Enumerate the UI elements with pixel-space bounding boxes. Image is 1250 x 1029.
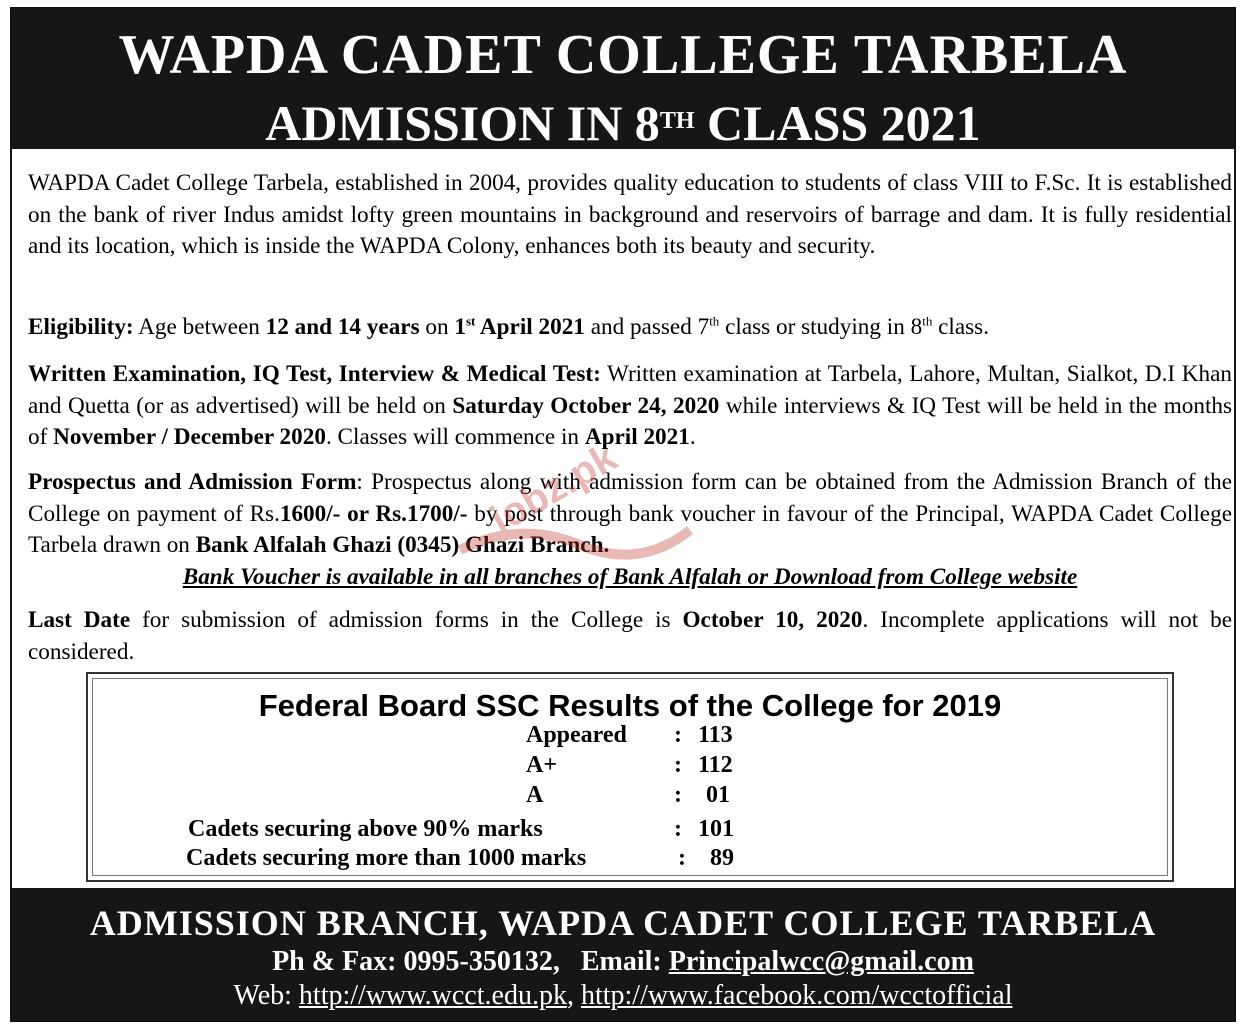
- facebook-link[interactable]: http://www.facebook.com/wcctofficial: [580, 980, 1013, 1011]
- exam-text: .: [689, 424, 696, 450]
- last-date-value: October 10, 2020: [682, 607, 863, 633]
- eligibility-text: class or studying in 8: [719, 314, 923, 340]
- result-label: Cadets securing more than 1000 marks: [186, 845, 587, 871]
- result-label: Appeared: [526, 722, 627, 748]
- college-title: WAPDA CADET COLLEGE TARBELA: [118, 24, 1128, 86]
- eligibility-text: and passed 7: [584, 314, 710, 340]
- exam-label: Written Examination, IQ Test, Interview & Medical Test:: [28, 361, 601, 387]
- web-label: Web:: [233, 980, 299, 1011]
- admission-title-class: CLASS 2021: [694, 95, 981, 151]
- exam-text: while interviews & IQ Test will be held in the months of: [28, 392, 1233, 450]
- email-label: Email:: [580, 946, 669, 977]
- phone-fax: Ph & Fax: 0995-350132,: [272, 946, 560, 977]
- results-title: Federal Board SSC Results of the College for 2019: [258, 688, 1002, 723]
- eligibility-text: on: [419, 314, 455, 340]
- classes-start: April 2021: [584, 424, 690, 450]
- prospectus-text: : Prospectus along with admission form can be obtained from the Admission Branch of the College on payment of Rs.: [28, 469, 1233, 527]
- admission-branch: ADMISSION BRANCH, WAPDA CADET COLLEGE TARBELA: [89, 903, 1157, 943]
- last-date-paragraph: [28, 605, 1232, 668]
- admission-title-text: ADMISSION IN 8: [265, 95, 660, 151]
- result-value: 89: [710, 845, 734, 871]
- eligibility-text: class.: [932, 314, 989, 340]
- last-date-text: for submission of admission forms in the College is: [130, 607, 683, 633]
- exam-text: Written examination at Tarbela, Lahore, Multan, Sialkot, D.I Khan and Quetta (or as advertised) will be held on: [28, 361, 1232, 419]
- eligibility-paragraph: [28, 312, 1232, 344]
- result-label: A: [526, 782, 544, 808]
- eligibility-date: April 2021: [475, 314, 585, 340]
- result-sep: :: [678, 845, 686, 871]
- prospectus-label: Prospectus and Admission Form: [28, 469, 357, 495]
- website-link[interactable]: http://www.wcct.edu.pk: [298, 980, 567, 1011]
- result-sep: :: [674, 752, 682, 778]
- eligibility-sup: th: [922, 313, 933, 329]
- result-label: Cadets securing above 90% marks: [188, 816, 543, 842]
- result-label: A+: [526, 752, 558, 778]
- footer-banner: [12, 888, 1234, 1020]
- eligibility-age: 12 and 14 years: [265, 314, 420, 340]
- prospectus-text: by post through bank voucher in favour of the Principal, WAPDA Cadet College Tarbela drawn on: [28, 500, 1232, 558]
- admission-title-sup: TH: [659, 108, 695, 134]
- last-date-label: Last Date: [28, 607, 131, 633]
- watermark-text: jobz.pk: [482, 435, 625, 543]
- bank-name: Bank Alfalah Ghazi (0345) Ghazi Branch.: [195, 532, 610, 558]
- eligibility-text: Age between: [133, 314, 266, 340]
- intro-paragraph: WAPDA Cadet College Tarbela, established in 2004, provides quality education to students of class VIII to F.Sc. It is established on the bank of river Indus amidst lofty green mountains in background and reservoirs of barrage and dam. It is fully residential and its location, which is inside the WAPDA Colony, enhances both its beauty and security.: [28, 170, 1232, 259]
- eligibility-label: Eligibility:: [28, 314, 134, 340]
- exam-date: Saturday October 24, 2020: [452, 392, 720, 419]
- eligibility-date-sup: st: [465, 313, 476, 329]
- interview-months: November / December 2020: [53, 424, 326, 450]
- prospectus-fee: 1600/- or Rs.1700/-: [279, 500, 468, 527]
- result-sep: :: [674, 782, 682, 808]
- result-sep: :: [674, 722, 682, 748]
- web-separator: ,: [566, 980, 581, 1011]
- result-value: 101: [698, 816, 734, 842]
- prospectus-paragraph: [28, 467, 1232, 593]
- results-box: [86, 672, 1174, 882]
- admission-title: [12, 95, 1234, 151]
- web-line: [12, 980, 1234, 1012]
- bank-voucher-note: Bank Voucher is available in all branches of Bank Alfalah or Download from College website: [182, 563, 1078, 590]
- eligibility-date: 1: [454, 314, 466, 340]
- result-value: 112: [698, 752, 733, 778]
- exam-paragraph: [28, 359, 1232, 454]
- eligibility-sup: th: [709, 313, 720, 329]
- contact-line: [12, 946, 1234, 978]
- email-link[interactable]: Principalwcc@gmail.com: [668, 946, 974, 977]
- result-value: 01: [706, 782, 730, 808]
- exam-text: . Classes will commence in: [325, 424, 585, 450]
- result-sep: :: [674, 816, 682, 842]
- result-value: 113: [698, 722, 733, 748]
- header-banner: [12, 9, 1234, 149]
- last-date-text: . Incomplete applications will not be considered.: [28, 607, 1232, 665]
